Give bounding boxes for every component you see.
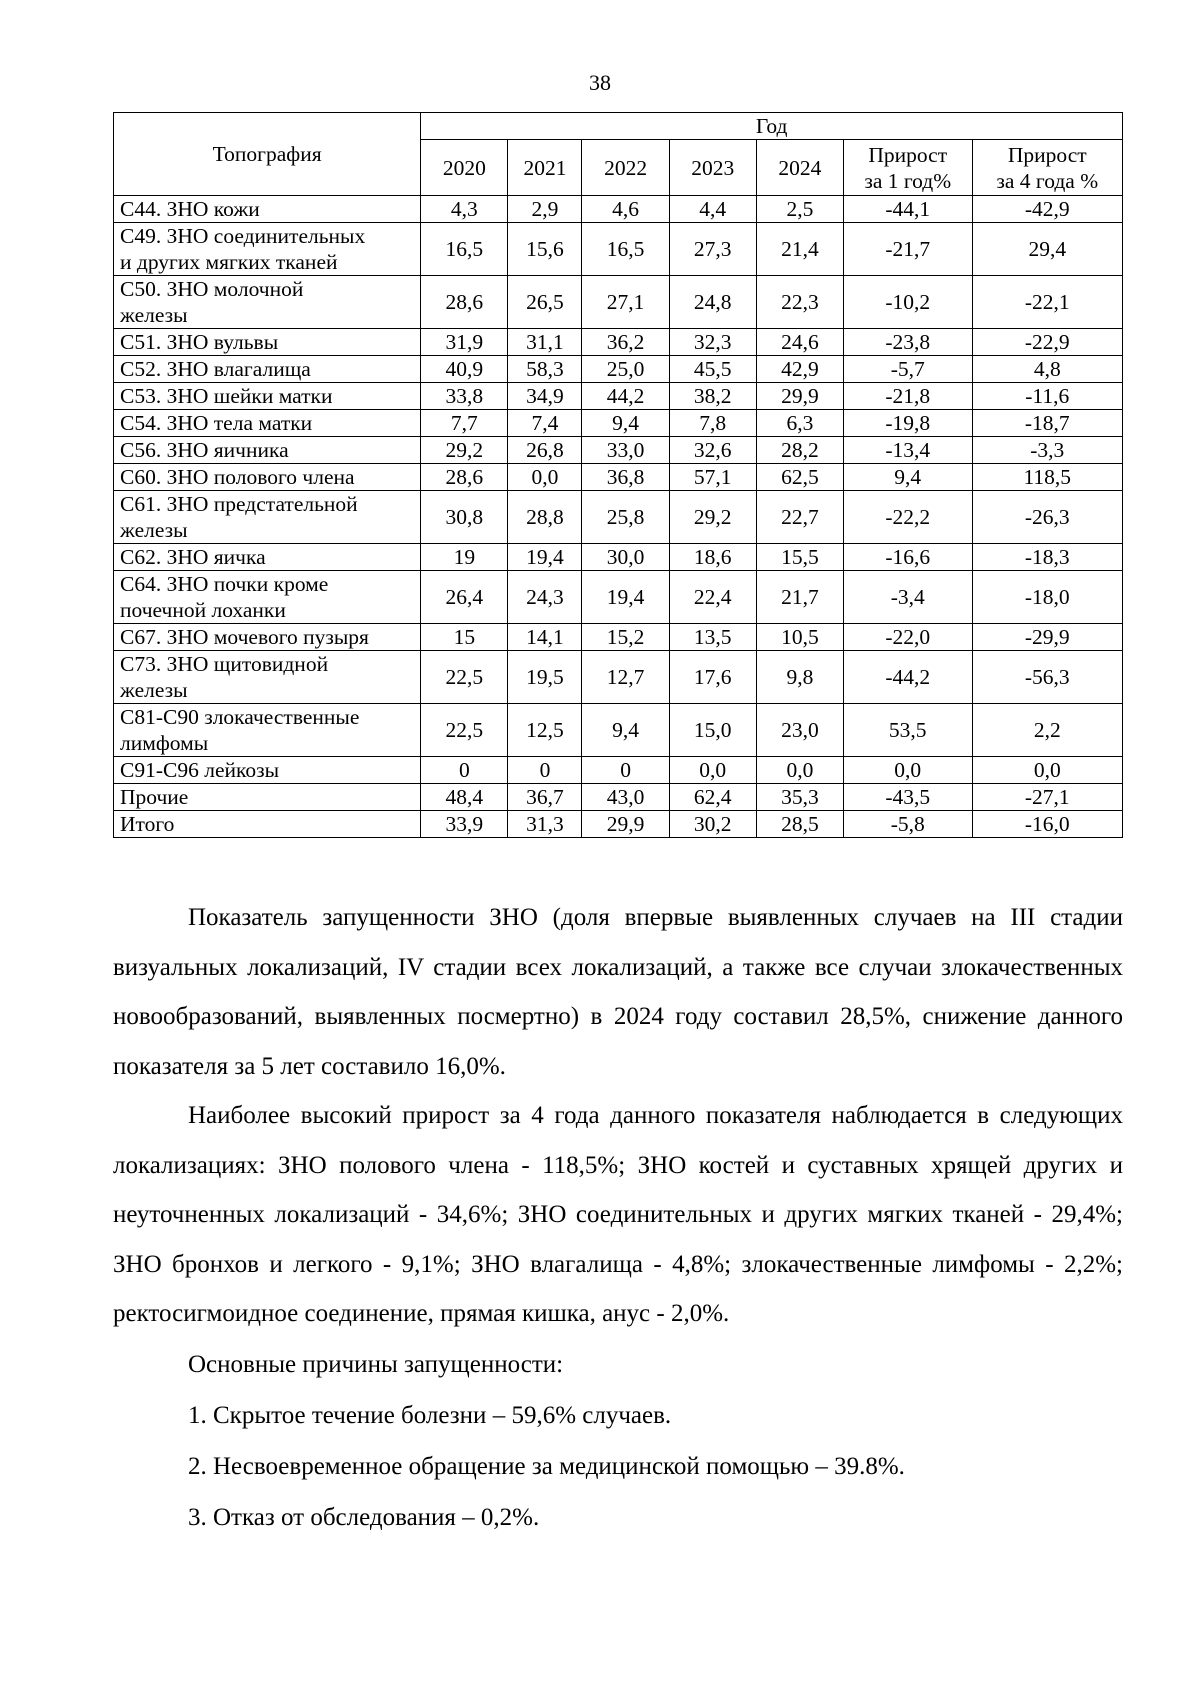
cell-year-value: 21,7 [756, 571, 843, 624]
row-topography-line: С53. ЗНО шейки матки [120, 384, 333, 408]
cell-year-value: 9,4 [582, 410, 669, 437]
cell-year-value: 43,0 [582, 784, 669, 811]
table-row [114, 784, 1123, 811]
cell-year-value: 42,9 [756, 356, 843, 383]
cell-year-value: 22,5 [421, 704, 508, 757]
cell-year-value: 30,2 [669, 811, 756, 838]
cell-year-value: 33,9 [421, 811, 508, 838]
cell-year-value: 29,2 [421, 437, 508, 464]
cause-item: 1. Скрытое течение болезни – 59,6% случаев. [188, 1401, 672, 1429]
cell-growth-value: 4,8 [972, 356, 1122, 383]
cell-year-value: 28,6 [421, 464, 508, 491]
cause-item: 3. Отказ от обследования – 0,2%. [188, 1503, 540, 1531]
cell-growth-value: -5,8 [843, 811, 972, 838]
cell-year-value: 22,7 [756, 491, 843, 544]
header-growth-4-years-line: за 4 года % [996, 168, 1099, 193]
row-topography-line: лимфомы [120, 731, 209, 755]
header-growth-1-year [843, 140, 972, 196]
cell-growth-value: -27,1 [972, 784, 1122, 811]
row-topography-line: С64. ЗНО почки кроме [120, 572, 329, 596]
body-text [113, 893, 1123, 1543]
cell-growth-value: 118,5 [972, 464, 1122, 491]
cell-year-value: 48,4 [421, 784, 508, 811]
cell-year-value: 19 [421, 544, 508, 571]
cell-growth-value: -42,9 [972, 196, 1122, 223]
table-body [114, 196, 1123, 838]
row-topography [114, 651, 421, 704]
cell-growth-value: -22,2 [843, 491, 972, 544]
row-topography-line: Прочие [120, 785, 189, 809]
cell-growth-value: 0,0 [972, 757, 1122, 784]
table-row [114, 811, 1123, 838]
cell-growth-value: -18,3 [972, 544, 1122, 571]
row-topography-line: С44. ЗНО кожи [120, 197, 260, 221]
cell-year-value: 23,0 [756, 704, 843, 757]
cell-year-value: 28,2 [756, 437, 843, 464]
row-topography-line: С56. ЗНО яичника [120, 438, 289, 462]
table-row [114, 437, 1123, 464]
cell-year-value: 2,5 [756, 196, 843, 223]
cell-year-value: 2,9 [508, 196, 582, 223]
cell-year-value: 32,3 [669, 329, 756, 356]
cell-growth-value: 9,4 [843, 464, 972, 491]
header-growth-4-years [972, 140, 1122, 196]
table-row [114, 757, 1123, 784]
header-year: 2020 [421, 140, 508, 196]
cell-year-value: 22,5 [421, 651, 508, 704]
cell-year-value: 18,6 [669, 544, 756, 571]
cell-growth-value: -16,6 [843, 544, 972, 571]
table-row [114, 223, 1123, 276]
cell-year-value: 6,3 [756, 410, 843, 437]
table-row [114, 410, 1123, 437]
row-topography-line: железы [120, 303, 188, 327]
cell-year-value: 7,7 [421, 410, 508, 437]
cell-year-value: 0,0 [669, 757, 756, 784]
cell-growth-value: -3,3 [972, 437, 1122, 464]
row-topography-line: С60. ЗНО полового члена [120, 465, 355, 489]
cell-growth-value: -21,8 [843, 383, 972, 410]
cell-growth-value: -43,5 [843, 784, 972, 811]
cell-year-value: 30,8 [421, 491, 508, 544]
cell-year-value: 15,2 [582, 624, 669, 651]
row-topography-line: С49. ЗНО соединительных [120, 224, 366, 248]
causes-title: Основные причины запущенности: [188, 1350, 564, 1378]
cell-year-value: 13,5 [669, 624, 756, 651]
cell-growth-value: -26,3 [972, 491, 1122, 544]
cause-item: 2. Несвоевременное обращение за медицинской помощью – 39.8%. [188, 1452, 905, 1480]
cell-year-value: 27,3 [669, 223, 756, 276]
cell-year-value: 22,3 [756, 276, 843, 329]
cell-year-value: 34,9 [508, 383, 582, 410]
cell-year-value: 33,0 [582, 437, 669, 464]
cell-year-value: 29,9 [756, 383, 843, 410]
row-topography [114, 571, 421, 624]
row-topography [114, 223, 421, 276]
cell-growth-value: 53,5 [843, 704, 972, 757]
cell-growth-value: 2,2 [972, 704, 1122, 757]
cell-growth-value: -10,2 [843, 276, 972, 329]
cell-growth-value: -5,7 [843, 356, 972, 383]
cell-growth-value: -18,7 [972, 410, 1122, 437]
cell-year-value: 0 [508, 757, 582, 784]
cell-year-value: 36,7 [508, 784, 582, 811]
cell-growth-value: -23,8 [843, 329, 972, 356]
cell-growth-value: -3,4 [843, 571, 972, 624]
cell-year-value: 30,0 [582, 544, 669, 571]
cell-year-value: 29,2 [669, 491, 756, 544]
cell-growth-value: -22,1 [972, 276, 1122, 329]
table-row [114, 704, 1123, 757]
cell-year-value: 36,8 [582, 464, 669, 491]
row-topography [114, 410, 421, 437]
row-topography [114, 383, 421, 410]
cell-year-value: 0,0 [508, 464, 582, 491]
cell-year-value: 7,8 [669, 410, 756, 437]
cell-year-value: 62,4 [669, 784, 756, 811]
cell-year-value: 38,2 [669, 383, 756, 410]
cell-year-value: 7,4 [508, 410, 582, 437]
cell-year-value: 4,4 [669, 196, 756, 223]
paragraph: Показатель запущенности ЗНО (доля впервые выявленных случаев на III стадии визуальных локализаций, IV стадии всех локализаций, а также все случаи злокачественных новообразований, выявленных посмертно) в 2024 году составил 28,5%, снижение данного показателя за 5 лет составило 16,0%. [113, 904, 1123, 1080]
cell-year-value: 24,8 [669, 276, 756, 329]
row-topography [114, 491, 421, 544]
cell-year-value: 16,5 [582, 223, 669, 276]
cell-growth-value: -18,0 [972, 571, 1122, 624]
row-topography-line: С62. ЗНО яичка [120, 545, 266, 569]
cell-growth-value: -29,9 [972, 624, 1122, 651]
row-topography-line: С91-С96 лейкозы [120, 758, 280, 782]
row-topography-line: С52. ЗНО влагалища [120, 357, 311, 381]
table-row [114, 329, 1123, 356]
header-year: 2021 [508, 140, 582, 196]
cell-year-value: 19,4 [582, 571, 669, 624]
cell-year-value: 58,3 [508, 356, 582, 383]
cell-year-value: 22,4 [669, 571, 756, 624]
cell-year-value: 33,8 [421, 383, 508, 410]
cell-growth-value: -19,8 [843, 410, 972, 437]
cell-growth-value: -56,3 [972, 651, 1122, 704]
row-topography [114, 437, 421, 464]
cell-year-value: 0,0 [756, 757, 843, 784]
cell-year-value: 31,1 [508, 329, 582, 356]
row-topography [114, 784, 421, 811]
cell-year-value: 14,1 [508, 624, 582, 651]
cell-year-value: 25,8 [582, 491, 669, 544]
cell-year-value: 26,4 [421, 571, 508, 624]
table-row [114, 196, 1123, 223]
cell-year-value: 16,5 [421, 223, 508, 276]
cell-year-value: 28,5 [756, 811, 843, 838]
header-growth-1-year-line: Прирост [868, 142, 948, 167]
cell-growth-value: -44,2 [843, 651, 972, 704]
row-topography-line: С61. ЗНО предстательной [120, 492, 358, 516]
cell-year-value: 19,5 [508, 651, 582, 704]
cell-year-value: 15,6 [508, 223, 582, 276]
cell-year-value: 12,7 [582, 651, 669, 704]
header-year-group: Год [421, 113, 1123, 140]
cell-year-value: 0 [582, 757, 669, 784]
table-row [114, 276, 1123, 329]
table-row [114, 544, 1123, 571]
cell-year-value: 36,2 [582, 329, 669, 356]
table-row [114, 491, 1123, 544]
cell-year-value: 4,3 [421, 196, 508, 223]
row-topography-line: С73. ЗНО щитовидной [120, 652, 329, 676]
cell-growth-value: -21,7 [843, 223, 972, 276]
cell-year-value: 15,5 [756, 544, 843, 571]
table-row [114, 464, 1123, 491]
row-topography [114, 757, 421, 784]
cell-year-value: 26,5 [508, 276, 582, 329]
cell-growth-value: 29,4 [972, 223, 1122, 276]
header-topography: Топография [114, 113, 421, 196]
row-topography [114, 196, 421, 223]
cell-year-value: 31,3 [508, 811, 582, 838]
cell-year-value: 9,4 [582, 704, 669, 757]
row-topography [114, 811, 421, 838]
cell-growth-value: -22,9 [972, 329, 1122, 356]
cell-year-value: 15 [421, 624, 508, 651]
row-topography-line: С51. ЗНО вульвы [120, 330, 279, 354]
cell-year-value: 28,6 [421, 276, 508, 329]
cell-year-value: 0 [421, 757, 508, 784]
cell-year-value: 19,4 [508, 544, 582, 571]
row-topography-line: и других мягких тканей [120, 250, 338, 274]
row-topography [114, 624, 421, 651]
cell-year-value: 10,5 [756, 624, 843, 651]
cell-year-value: 32,6 [669, 437, 756, 464]
cell-year-value: 4,6 [582, 196, 669, 223]
topography-table [113, 112, 1123, 838]
cell-year-value: 24,6 [756, 329, 843, 356]
row-topography [114, 704, 421, 757]
cell-year-value: 62,5 [756, 464, 843, 491]
header-growth-4-years-line: Прирост [1007, 142, 1087, 167]
row-topography-line: железы [120, 518, 188, 542]
cell-year-value: 9,8 [756, 651, 843, 704]
cell-year-value: 45,5 [669, 356, 756, 383]
table-row [114, 383, 1123, 410]
row-topography-line: железы [120, 678, 188, 702]
cell-year-value: 27,1 [582, 276, 669, 329]
row-topography-line: Итого [120, 812, 175, 836]
cell-growth-value: 0,0 [843, 757, 972, 784]
cell-growth-value: -44,1 [843, 196, 972, 223]
row-topography [114, 464, 421, 491]
cell-year-value: 28,8 [508, 491, 582, 544]
cell-year-value: 40,9 [421, 356, 508, 383]
header-year: 2022 [582, 140, 669, 196]
row-topography-line: С67. ЗНО мочевого пузыря [120, 625, 369, 649]
header-year: 2023 [669, 140, 756, 196]
cell-growth-value: -11,6 [972, 383, 1122, 410]
row-topography-line: С50. ЗНО молочной [120, 277, 304, 301]
cell-year-value: 12,5 [508, 704, 582, 757]
cell-year-value: 57,1 [669, 464, 756, 491]
row-topography-line: почечной лоханки [120, 598, 286, 622]
cell-year-value: 29,9 [582, 811, 669, 838]
cell-growth-value: -16,0 [972, 811, 1122, 838]
paragraph: Наиболее высокий прирост за 4 года данного показателя наблюдается в следующих локализациях: ЗНО полового члена - 118,5%; ЗНО костей и суставных хрящей других и неуточненных локализаций - 34,6%; ЗНО соединительных и других мягких тканей - 29,4%; ЗНО бронхов и легкого - 9,1%; ЗНО влагалища - 4,8%; злокачественные лимфомы - 2,2%; ректосигмоидное соединение, прямая кишка, анус - 2,0%. [113, 1102, 1123, 1327]
page-number: 38 [589, 70, 611, 95]
header-year: 2024 [756, 140, 843, 196]
cell-year-value: 21,4 [756, 223, 843, 276]
table-row [114, 651, 1123, 704]
cell-year-value: 25,0 [582, 356, 669, 383]
table-row [114, 356, 1123, 383]
header-growth-1-year-line: за 1 год% [864, 168, 952, 193]
cell-year-value: 24,3 [508, 571, 582, 624]
cell-growth-value: -13,4 [843, 437, 972, 464]
row-topography [114, 544, 421, 571]
cell-growth-value: -22,0 [843, 624, 972, 651]
table-row [114, 571, 1123, 624]
cell-year-value: 35,3 [756, 784, 843, 811]
cell-year-value: 15,0 [669, 704, 756, 757]
cell-year-value: 44,2 [582, 383, 669, 410]
table-row [114, 624, 1123, 651]
cell-year-value: 26,8 [508, 437, 582, 464]
cell-year-value: 31,9 [421, 329, 508, 356]
cell-year-value: 17,6 [669, 651, 756, 704]
row-topography [114, 356, 421, 383]
row-topography-line: С54. ЗНО тела матки [120, 411, 313, 435]
row-topography-line: С81-С90 злокачественные [120, 705, 360, 729]
row-topography [114, 276, 421, 329]
row-topography [114, 329, 421, 356]
